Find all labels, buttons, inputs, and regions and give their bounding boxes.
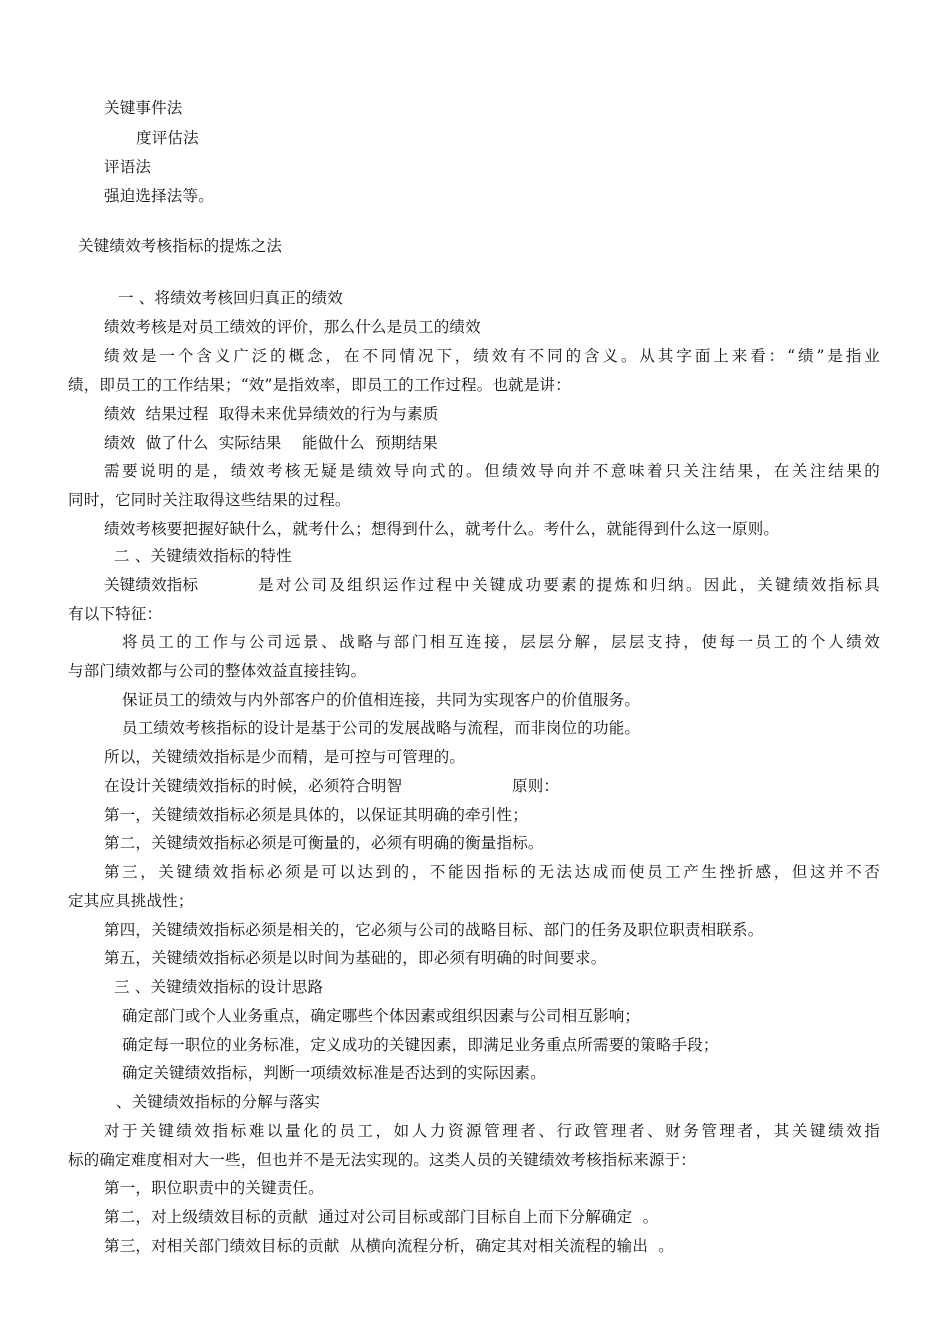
paragraph: 与部门绩效都与公司的整体效益直接挂钩。	[68, 662, 367, 680]
paragraph: 第一，关键绩效指标必须是具体的，以保证其明确的牵引性；	[104, 806, 528, 824]
paragraph: 有以下特征：	[68, 605, 163, 623]
paragraph: 第二，对上级绩效目标的贡献 通过对公司目标或部门目标自上而下分解确定 。	[104, 1208, 659, 1226]
method-item-1: 关键事件法	[104, 99, 183, 117]
section-1-title: 一 、将绩效考核回归真正的绩效	[118, 289, 343, 307]
paragraph: 原则：	[512, 777, 560, 795]
paragraph: 第一，职位职责中的关键责任。	[104, 1179, 324, 1197]
method-item-4: 强迫选择法等。	[104, 187, 214, 205]
section-2-title: 二 、关键绩效指标的特性	[114, 547, 292, 565]
paragraph: 所以，关键绩效指标是少而精，是可控与可管理的。	[104, 748, 466, 766]
paragraph: 第五，关键绩效指标必须是以时间为基础的，即必须有明确的时间要求。	[104, 949, 607, 967]
paragraph: 绩效考核是对员工绩效的评价，那么什么是员工的绩效	[104, 318, 481, 336]
paragraph: 同时，它同时关注取得这些结果的过程。	[68, 491, 351, 509]
paragraph: 绩，即员工的工作结果；“效”是指效率，即员工的工作过程。也就是讲：	[68, 376, 571, 394]
paragraph: 绩效 结果过程 取得未来优异绩效的行为与素质	[104, 405, 439, 423]
paragraph: 保证员工的绩效与内外部客户的价值相连接，共同为实现客户的价值服务。	[122, 691, 641, 709]
paragraph: 确定关键绩效指标，判断一项绩效标准是否达到的实际因素。	[122, 1064, 546, 1082]
paragraph: 确定部门或个人业务重点，确定哪些个体因素或组织因素与公司相互影响；	[122, 1007, 641, 1025]
paragraph: 第三，关键绩效指标必须是可以达到的，不能因指标的无法达成而使员工产生挫折感，但这并不否	[104, 863, 880, 881]
paragraph: 定其应具挑战性；	[68, 892, 194, 910]
paragraph: 确定每一职位的业务标准，定义成功的关键因素，即满足业务重点所需要的策略手段；	[122, 1036, 719, 1054]
paragraph: 标的确定难度相对大一些，但也并不是无法实现的。这类人员的关键绩效考核指标来源于：	[68, 1151, 697, 1169]
paragraph: 绩效考核要把握好缺什么，就考什么；想得到什么，就考什么。考什么，就能得到什么这一原则。	[104, 520, 780, 538]
method-item-3: 评语法	[104, 158, 152, 176]
section-4-title: 、关键绩效指标的分解与落实	[116, 1093, 321, 1111]
paragraph: 将员工的工作与公司远景、战略与部门相互连接，层层分解，层层支持，使每一员工的个人绩效	[122, 633, 880, 651]
main-heading: 关键绩效考核指标的提炼之法	[78, 237, 283, 255]
paragraph: 员工绩效考核指标的设计是基于公司的发展战略与流程，而非岗位的功能。	[122, 719, 641, 737]
paragraph: 是对公司及组织运作过程中关键成功要素的提炼和归纳。因此，关键绩效指标具	[258, 576, 880, 594]
method-item-2: 度评估法	[136, 129, 199, 147]
paragraph: 第二，关键绩效指标必须是可衡量的，必须有明确的衡量指标。	[104, 834, 544, 852]
paragraph: 需要说明的是，绩效考核无疑是绩效导向式的。但绩效导向并不意味着只关注结果，在关注结果的	[104, 462, 880, 480]
paragraph: 在设计关键绩效指标的时候，必须符合明智	[104, 777, 403, 795]
paragraph: 绩效 做了什么 实际结果 能做什么 预期结果	[104, 434, 438, 452]
paragraph: 第三，对相关部门绩效目标的贡献 从横向流程分析，确定其对相关流程的输出 。	[104, 1237, 675, 1255]
paragraph: 关键绩效指标	[104, 576, 199, 594]
paragraph: 绩效是一个含义广泛的概念，在不同情况下，绩效有不同的含义。从其字面上来看：“绩”是指业	[104, 347, 880, 365]
paragraph: 对于关键绩效指标难以量化的员工，如人力资源管理者、行政管理者、财务管理者，其关键绩效指	[104, 1122, 880, 1140]
paragraph: 第四，关键绩效指标必须是相关的，它必须与公司的战略目标、部门的任务及职位职责相联系。	[104, 921, 764, 939]
section-3-title: 三 、关键绩效指标的设计思路	[114, 978, 324, 996]
